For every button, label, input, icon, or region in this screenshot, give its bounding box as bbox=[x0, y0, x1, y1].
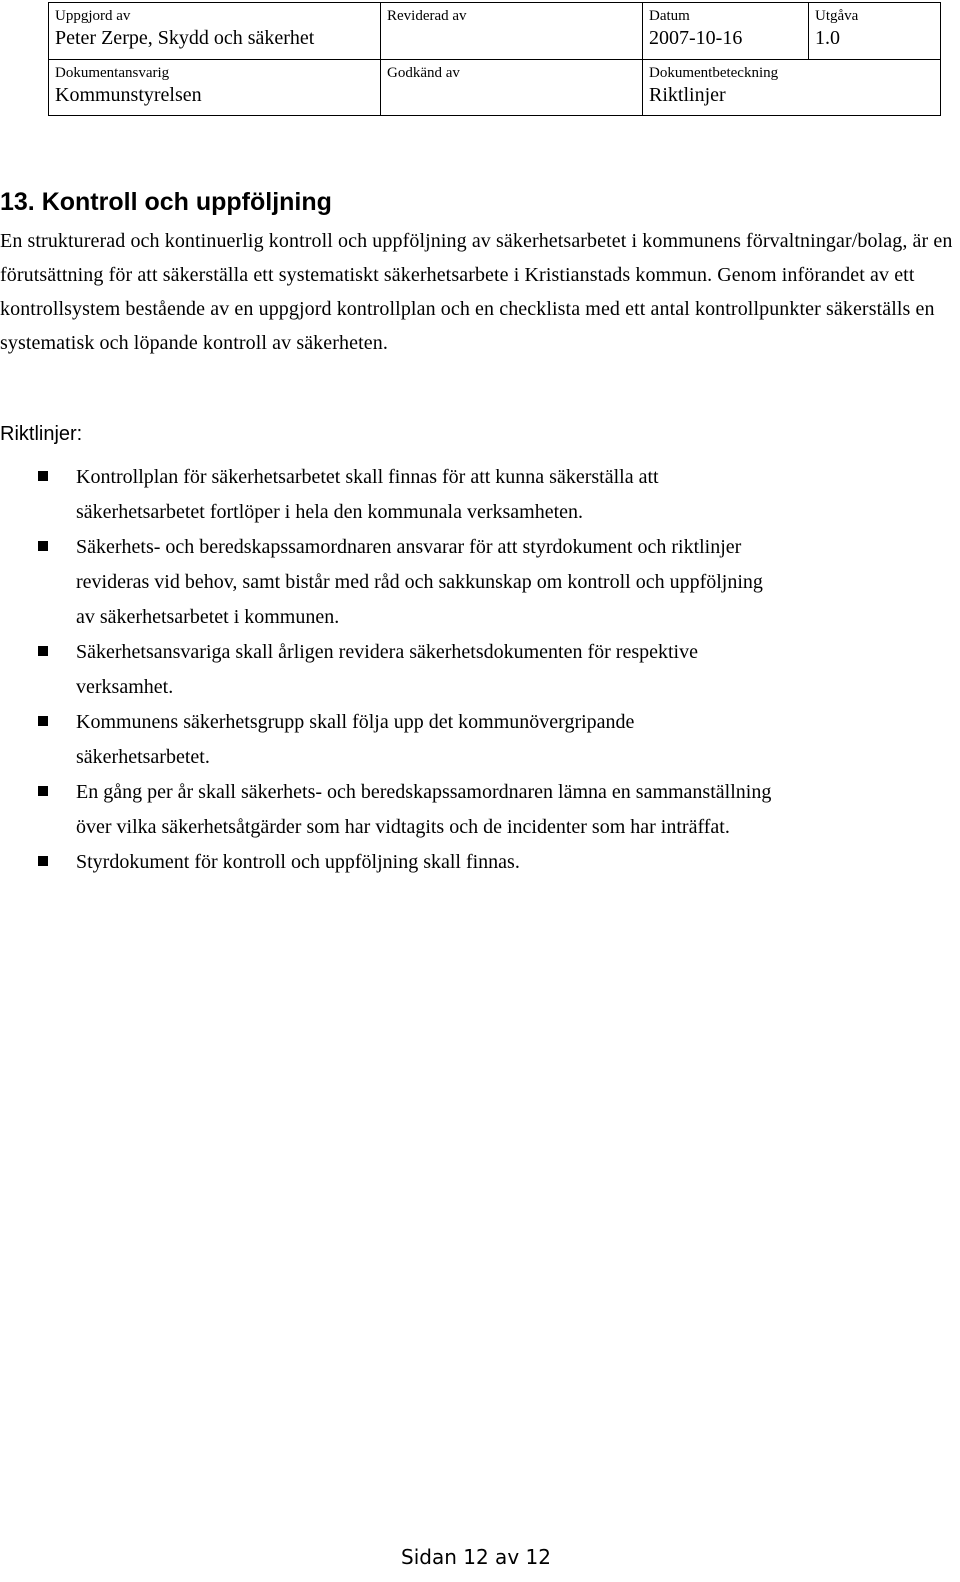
list-item-line-1: En gång per år skall säkerhets- och beredskapssamordnaren lämna en sammanställning bbox=[76, 781, 772, 803]
header-value-date: 2007-10-16 bbox=[649, 27, 743, 49]
list-item-line-1: Kommunens säkerhetsgrupp skall följa upp det kommunövergripande bbox=[76, 711, 635, 733]
square-bullet-icon bbox=[38, 471, 48, 481]
header-cell-date bbox=[643, 3, 809, 60]
list-item-line-2: säkerhetsarbetet fortlöper i hela den kommunala verksamheten. bbox=[76, 501, 584, 523]
list-item-line-2: över vilka säkerhetsåtgärder som har vidtagits och de incidenter som har inträffat. bbox=[76, 816, 730, 838]
list-item-line-1: Kontrollplan för säkerhetsarbetet skall finnas för att kunna säkerställa att bbox=[76, 466, 659, 488]
header-value-prepared-by: Peter Zerpe, Skydd och säkerhet bbox=[55, 27, 315, 49]
header-label-document-owner: Dokumentansvarig bbox=[55, 64, 170, 81]
header-label-document-designation: Dokumentbeteckning bbox=[649, 64, 779, 81]
header-cell-edition bbox=[809, 3, 941, 60]
header-value-document-owner: Kommunstyrelsen bbox=[55, 83, 202, 106]
list-item bbox=[0, 845, 952, 880]
header-label-date: Datum bbox=[649, 8, 690, 24]
list-item-line-2: säkerhetsarbetet. bbox=[76, 746, 210, 768]
list-item bbox=[0, 775, 952, 845]
header-value-edition: 1.0 bbox=[815, 27, 840, 49]
header-label-approved-by: Godkänd av bbox=[387, 64, 460, 81]
header-cell-approved-by bbox=[381, 59, 643, 116]
square-bullet-icon bbox=[38, 646, 48, 656]
list-item bbox=[0, 705, 952, 775]
square-bullet-icon bbox=[38, 786, 48, 796]
list-item-line-2: verksamhet. bbox=[76, 676, 174, 698]
header-cell-document-designation bbox=[643, 59, 941, 116]
page-footer: Sidan 12 av 12 bbox=[401, 1545, 551, 1569]
list-item bbox=[0, 530, 952, 635]
list-item bbox=[0, 460, 952, 530]
square-bullet-icon bbox=[38, 541, 48, 551]
header-value-document-designation: Riktlinjer bbox=[649, 83, 726, 106]
document-header-table bbox=[48, 2, 941, 116]
header-cell-prepared-by bbox=[49, 3, 381, 60]
header-label-edition: Utgåva bbox=[815, 8, 859, 24]
header-cell-document-owner bbox=[49, 59, 381, 116]
header-label-prepared-by: Uppgjord av bbox=[55, 8, 131, 24]
list-item-line-3: av säkerhetsarbetet i kommunen. bbox=[76, 606, 340, 628]
header-label-revised-by: Reviderad av bbox=[387, 8, 467, 24]
list-item-line-2: revideras vid behov, samt bistår med råd och sakkunskap om kontroll och uppföljning bbox=[76, 571, 763, 593]
list-item bbox=[0, 635, 952, 705]
section-heading: 13. Kontroll och uppföljning bbox=[0, 188, 332, 216]
list-item-line-1: Säkerhetsansvariga skall årligen revidera säkerhetsdokumenten för respektive bbox=[76, 641, 698, 663]
intro-paragraph: En strukturerad och kontinuerlig kontroll och uppföljning av säkerhetsarbetet i kommunens förvaltningar/bolag, är en förutsättning för att säkerställa ett systematiskt säkerhetsarbete i Kristianstads kommun. Genom införandet av ett kontrollsystem bestående av en uppgjord kontrollplan och en checklista med ett antal kontrollpunkter säkerställs en systematisk och löpande kontroll av säkerheten. bbox=[0, 230, 953, 354]
list-item-line-1: Styrdokument för kontroll och uppföljning skall finnas. bbox=[76, 851, 520, 873]
header-row-1 bbox=[49, 3, 941, 60]
header-cell-revised-by bbox=[381, 3, 643, 60]
header-row-2 bbox=[49, 59, 941, 116]
square-bullet-icon bbox=[38, 856, 48, 866]
guidelines-list bbox=[0, 460, 960, 880]
guidelines-heading: Riktlinjer: bbox=[0, 423, 83, 445]
square-bullet-icon bbox=[38, 716, 48, 726]
section-content bbox=[0, 180, 960, 880]
list-item-line-1: Säkerhets- och beredskapssamordnaren ansvarar för att styrdokument och riktlinjer bbox=[76, 536, 742, 558]
